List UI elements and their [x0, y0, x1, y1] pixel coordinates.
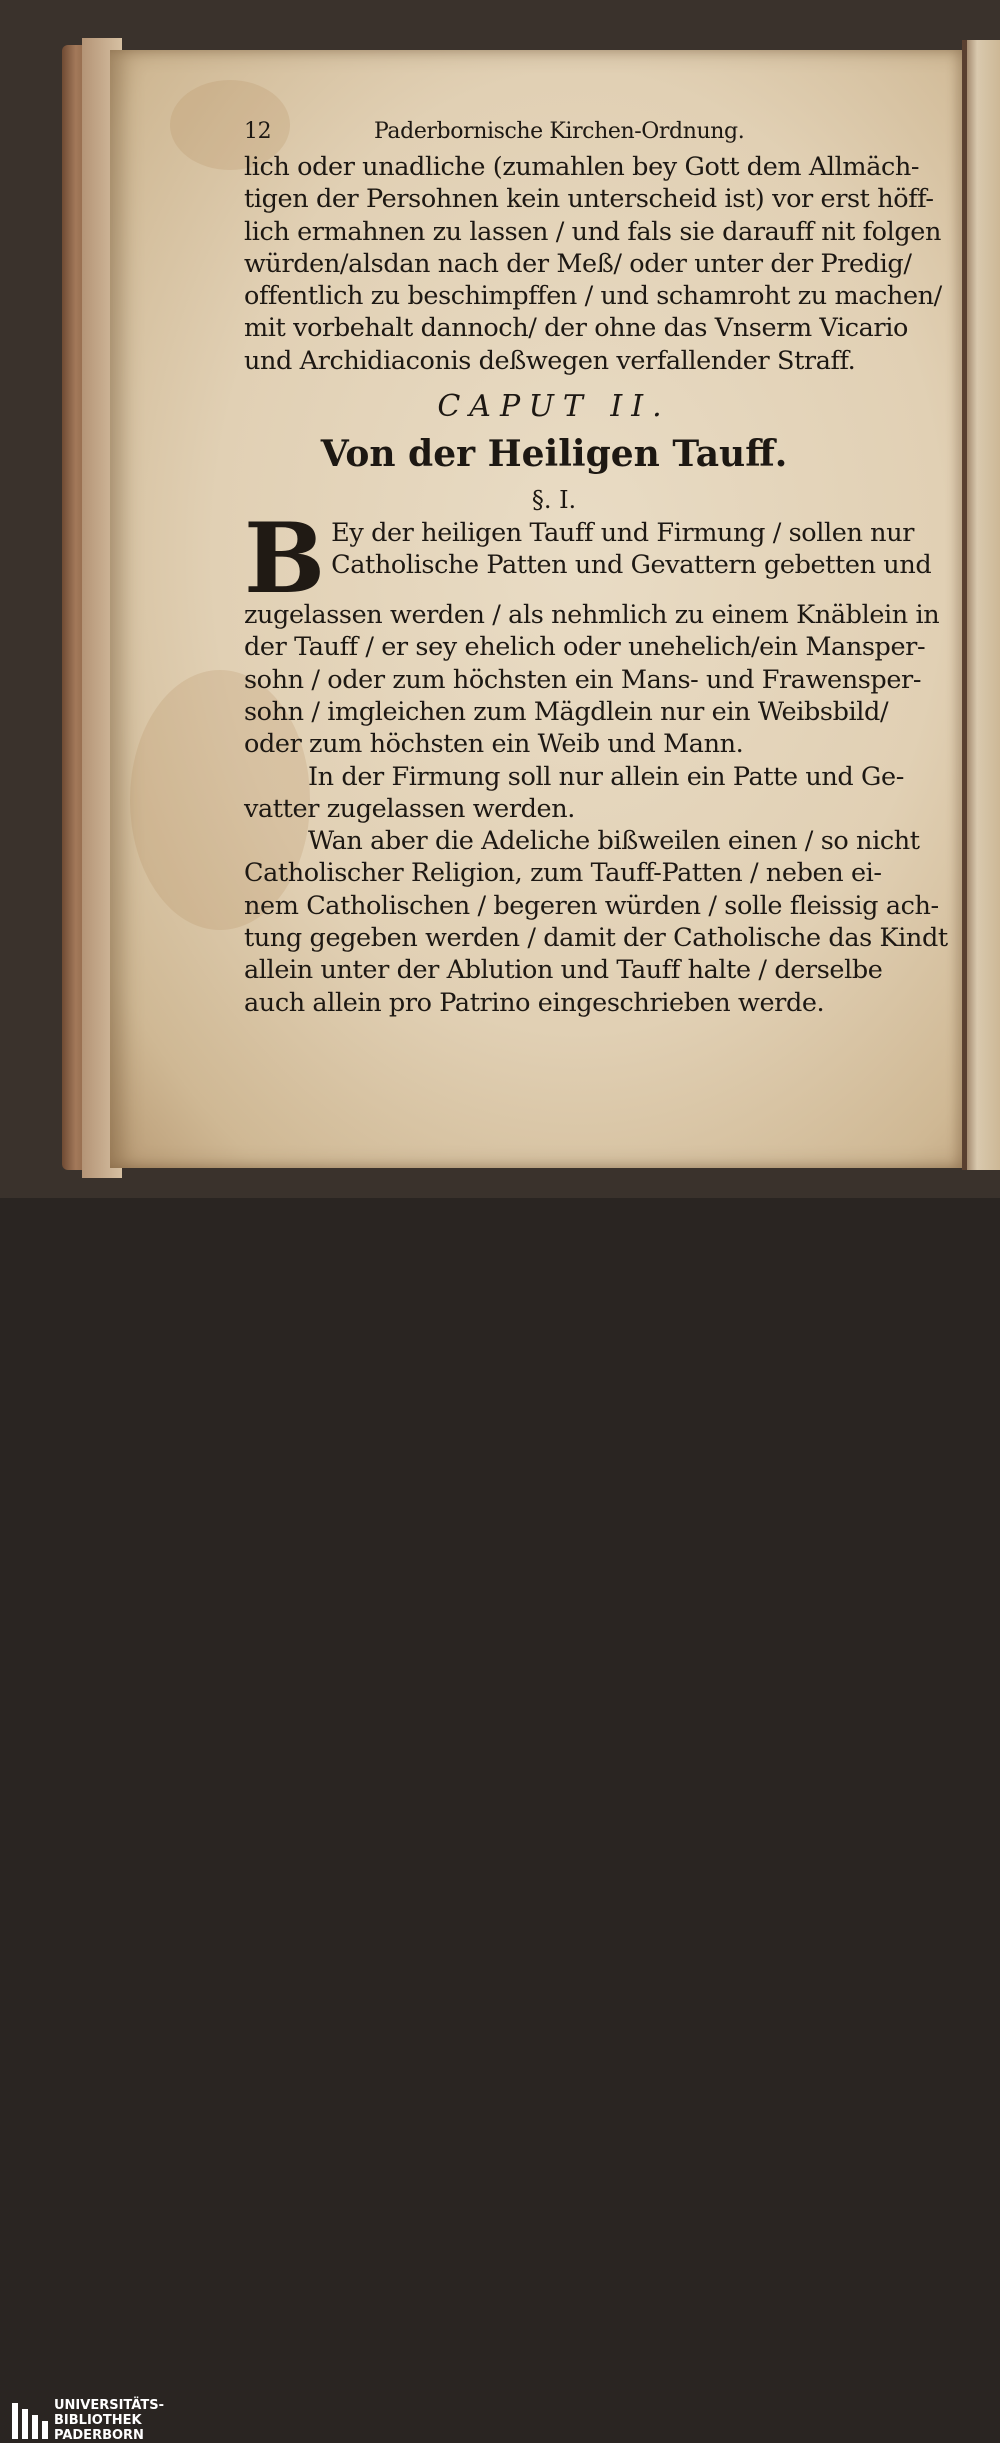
paragraph-2	[244, 761, 904, 826]
paragraph-3	[244, 825, 948, 1019]
page-text	[244, 115, 948, 1019]
text-line: oder zum höchsten ein Weib und Mann.	[244, 729, 744, 760]
paragraph-mark: §. I.	[531, 486, 577, 515]
text-line: lich ermahnen zu lassen / und fals sie darauff nit folgen	[244, 216, 942, 247]
text-line: In der Firmung soll nur allein ein Patte und Ge-	[308, 761, 904, 792]
running-header	[244, 115, 864, 149]
text-line: allein unter der Ablution und Tauff halte / derselbe	[244, 955, 883, 986]
text-line: nem Catholischen / begeren würden / solle fleissig ach-	[244, 890, 939, 921]
text-line: tung gegeben werden / damit der Catholische das Kindt	[244, 923, 948, 954]
text-line: sohn / oder zum höchsten ein Mans- und Frawensper-	[244, 664, 922, 695]
logo-line: UNIVERSITÄTS-	[54, 2398, 164, 2413]
caput-heading: CAPUT II.	[437, 389, 671, 425]
text-line: Wan aber die Adeliche bißweilen einen / so nicht	[308, 826, 920, 857]
footer-bar	[0, 1198, 1000, 2443]
text-line: Catholischer Religion, zum Tauff-Patten / neben ei-	[244, 858, 882, 889]
text-line: offentlich zu beschimpffen / und schamroht zu machen/	[244, 281, 942, 312]
text-line: Ey der heiligen Tauff und Firmung / sollen nur	[331, 518, 915, 549]
book-scan	[0, 0, 1000, 1198]
text-line: vatter zugelassen werden.	[244, 793, 575, 824]
text-line: lich oder unadliche (zumahlen bey Gott dem Allmäch-	[244, 152, 920, 182]
logo-line: PADERBORN	[54, 2428, 144, 2443]
text-line: sohn / imgleichen zum Mägdlein nur ein Weibsbild/	[244, 696, 889, 727]
book-gutter	[962, 40, 967, 1170]
text-block-top	[244, 151, 942, 377]
text-line: zugelassen werden / als nehmlich zu einem Knäblein in	[244, 600, 940, 631]
text-line: mit vorbehalt dannoch/ der ohne das Vnserm Vicario	[244, 313, 908, 344]
facing-page	[962, 40, 1000, 1170]
running-title: Paderbornische Kirchen-Ordnung.	[374, 119, 745, 144]
logo-line: BIBLIOTHEK	[54, 2413, 142, 2428]
library-logo-text	[54, 2398, 164, 2443]
page-number: 12	[244, 119, 272, 144]
text-line: auch allein pro Patrino eingeschrieben werde.	[244, 987, 825, 1018]
drop-cap: B	[244, 502, 326, 616]
text-line: tigen der Persohnen kein unterscheid ist) vor erst höff-	[244, 184, 934, 215]
library-logo-icon	[10, 2401, 50, 2441]
chapter-title: Von der Heiligen Tauff.	[320, 433, 788, 476]
text-line: der Tauff / er sey ehelich oder unehelich/ein Mansper-	[244, 632, 926, 663]
text-line: Catholische Patten und Gevattern gebetten und	[331, 550, 932, 581]
text-line: würden/alsdan nach der Meß/ oder unter der Predig/	[244, 248, 912, 279]
text-line: und Archidiaconis deßwegen verfallender Straff.	[244, 345, 856, 376]
paragraph-1	[244, 502, 940, 760]
